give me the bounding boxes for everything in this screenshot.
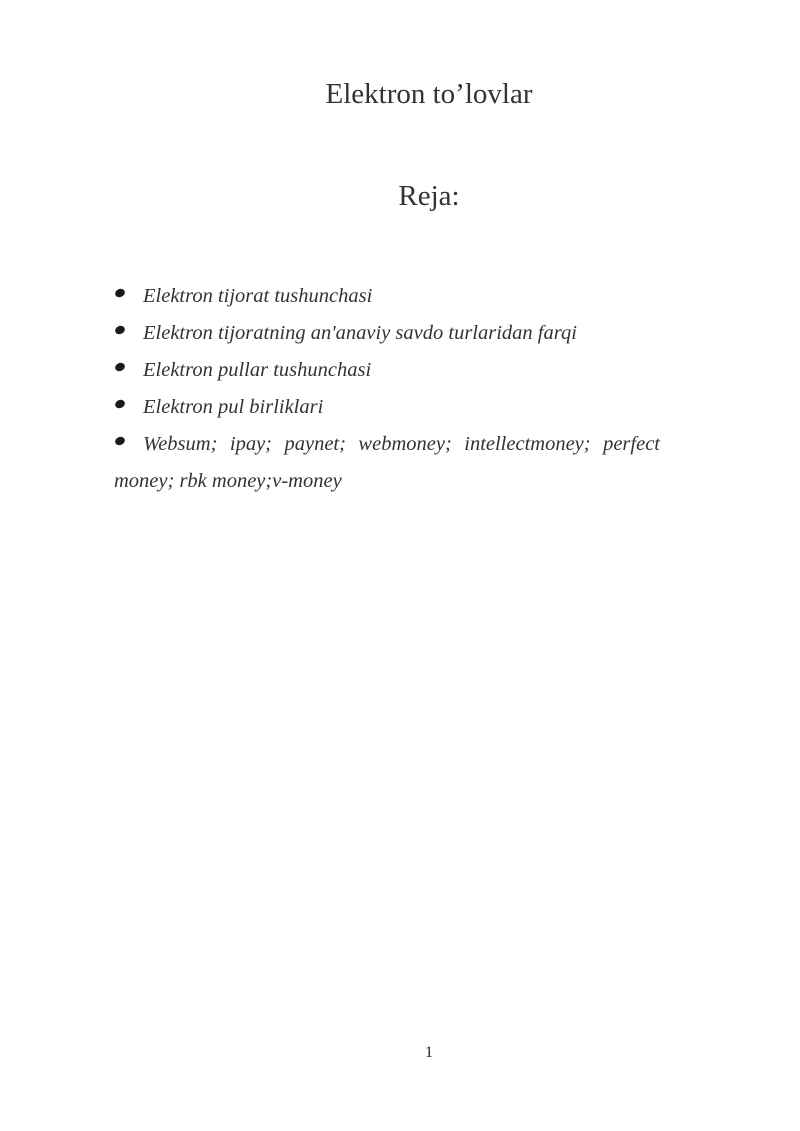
bullet-dot-icon: [114, 398, 126, 409]
bullet-dot-icon: [114, 435, 126, 446]
plan-list: [114, 278, 660, 500]
list-item-text: Elektron pullar tushunchasi: [143, 359, 372, 381]
list-item: [114, 426, 660, 500]
list-item: [114, 278, 660, 315]
list-item-text: Elektron pul birliklari: [143, 396, 324, 418]
list-item-text: Elektron tijoratning an'anaviy savdo turlaridan farqi: [143, 322, 577, 344]
plan-heading: Reja:: [398, 180, 460, 212]
list-item-text: Elektron tijorat tushunchasi: [143, 285, 373, 307]
bullet-dot-icon: [114, 287, 126, 298]
list-item: [114, 389, 660, 426]
page-number: 1: [425, 1044, 433, 1061]
document-title: Elektron to’lovlar: [325, 78, 533, 110]
list-item: [114, 352, 660, 389]
bullet-dot-icon: [114, 361, 126, 372]
list-item: [114, 315, 660, 352]
list-item-text: Websum; ipay; paynet; webmoney; intellectmoney; perfect money; rbk money;v-money: [114, 433, 660, 492]
bullet-dot-icon: [114, 324, 126, 335]
